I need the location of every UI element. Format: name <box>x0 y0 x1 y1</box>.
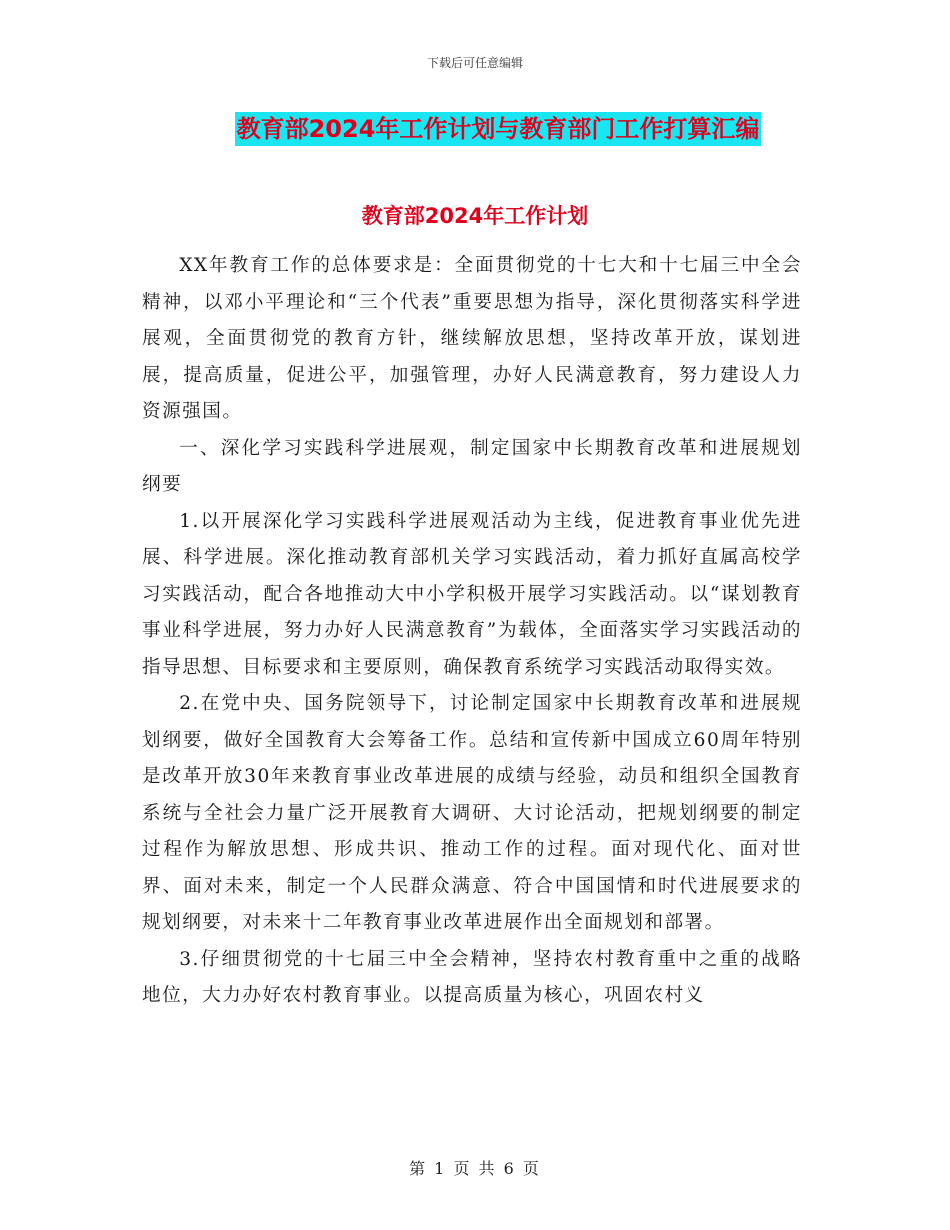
paragraph-item-3: 3.仔细贯彻党的十七届三中全会精神，坚持农村教育重中之重的战略地位，大力办好农村教育事业。以提高质量为核心，巩固农村义 <box>142 948 802 1006</box>
main-title: 教育部2024年工作计划与教育部门工作打算汇编 <box>235 112 762 146</box>
paragraph-intro: XX年教育工作的总体要求是：全面贯彻党的十七大和十七届三中全会精神，以邓小平理论和“三个代表”重要思想为指导，深化贯彻落实科学进展观，全面贯彻党的教育方针，继续解放思想，坚持改革开放，谋划进展，提高质量，促进公平，加强管理，办好人民满意教育，努力建设人力资源强国。 <box>142 255 802 422</box>
paragraph-item-2: 2.在党中央、国务院领导下，讨论制定国家中长期教育改革和进展规划纲要，做好全国教育大会筹备工作。总结和宣传新中国成立60周年特别是改革开放30年来教育事业改革进展的成绩与经验，动员和组织全国教育系统与全社会力量广泛开展教育大调研、大讨论活动，把规划纲要的制定过程作为解放思想、形成共识、推动工作的过程。面对现代化、面对世界、面对未来，制定一个人民群众满意、符合中国国情和时代进展要求的规划纲要，对未来十二年教育事业改革进展作出全面规划和部署。 <box>142 693 802 933</box>
document-body <box>142 248 802 1015</box>
header-note: 下载后可任意编辑 <box>426 56 523 70</box>
section-title: 教育部2024年工作计划 <box>361 204 589 228</box>
paragraph-heading-1: 一、深化学习实践科学进展观，制定国家中长期教育改革和进展规划纲要 <box>142 437 802 495</box>
paragraph-item-1: 1.以开展深化学习实践科学进展观活动为主线，促进教育事业优先进展、科学进展。深化推动教育部机关学习实践活动，着力抓好直属高校学习实践活动，配合各地推动大中小学积极开展学习实践活动。以“谋划教育事业科学进展，努力办好人民满意教育”为载体，全面落实学习实践活动的指导思想、目标要求和主要原则，确保教育系统学习实践活动取得实效。 <box>142 510 802 678</box>
page-indicator: 第 1 页 共 6 页 <box>409 1159 541 1178</box>
main-title-container <box>0 112 950 146</box>
